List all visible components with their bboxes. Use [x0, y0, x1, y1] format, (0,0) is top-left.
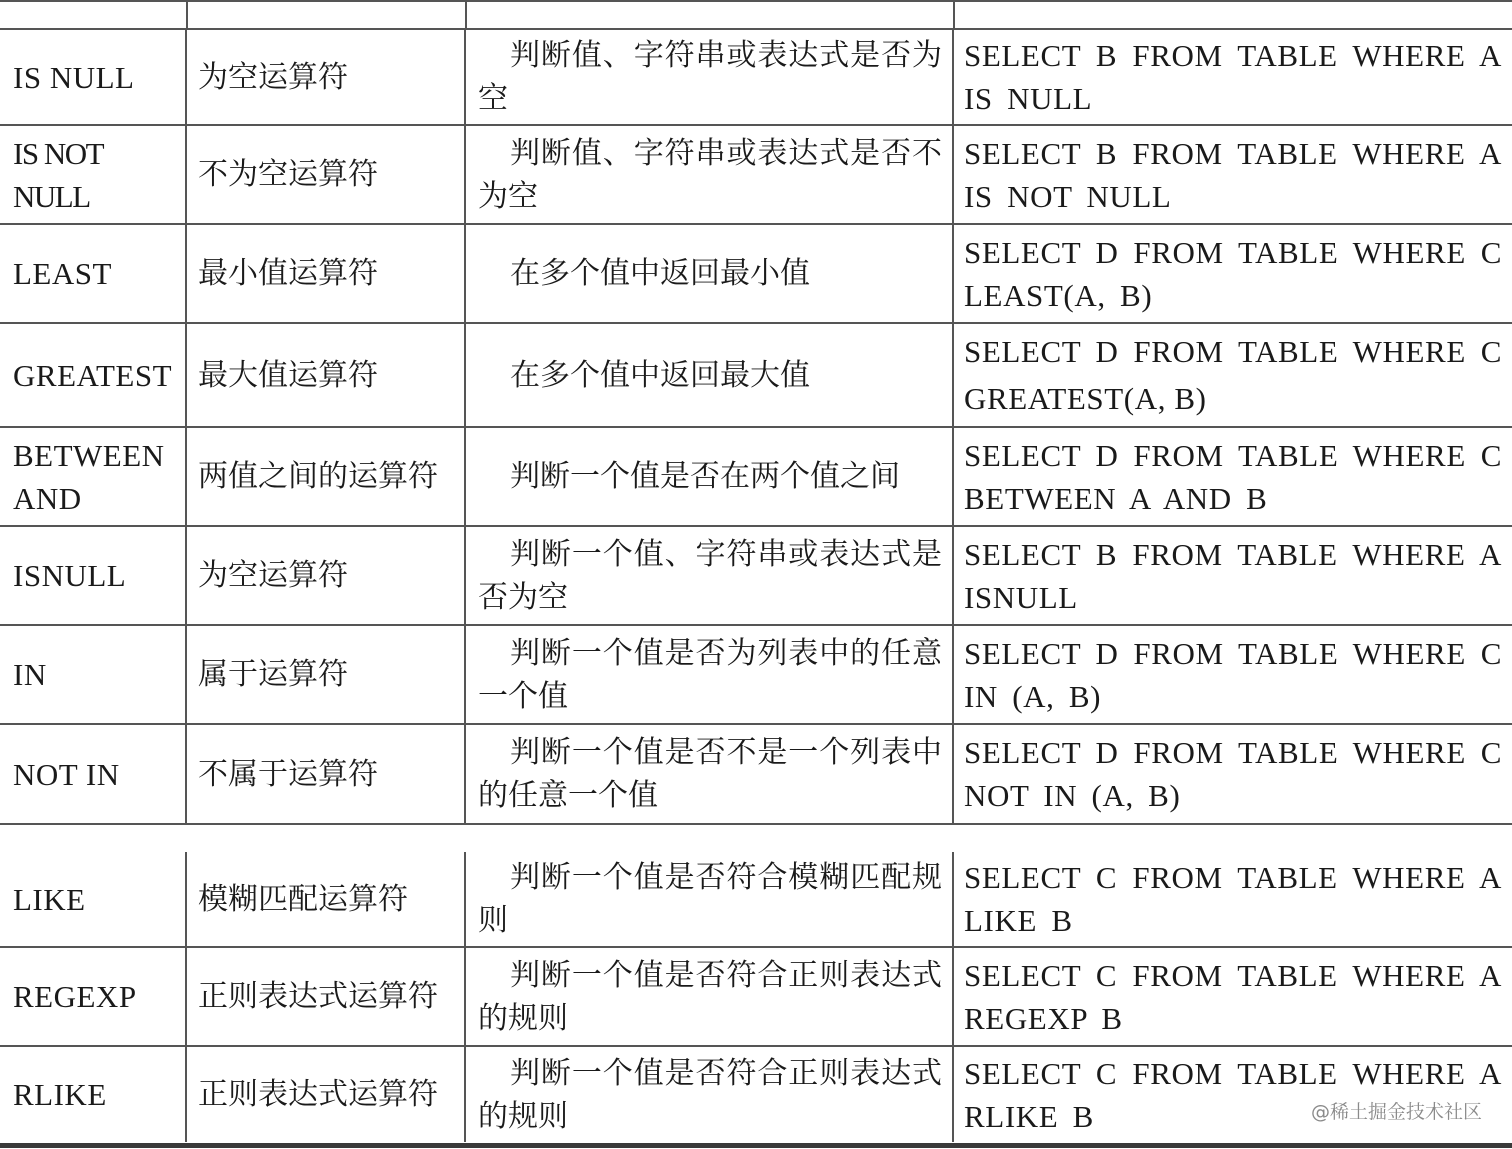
- bottom-border: [0, 1143, 1512, 1148]
- description-cell: 在多个值中返回最小值: [465, 224, 953, 323]
- operator-name-cell: 不为空运算符: [186, 125, 465, 224]
- description-cell: 判断一个值是否在两个值之间: [465, 427, 953, 526]
- top-column-divider: [465, 0, 467, 28]
- top-column-divider: [186, 0, 188, 28]
- top-column-divider: [953, 0, 955, 28]
- operator-cell: NOT IN: [0, 724, 186, 824]
- operator-cell: IS NOT NULL: [0, 125, 186, 224]
- top-border: [0, 0, 1512, 2]
- description-cell: 判断值、字符串或表达式是否为空: [465, 29, 953, 125]
- table-row: [0, 125, 1512, 224]
- operator-name-cell: 不属于运算符: [186, 724, 465, 824]
- description-cell: 判断一个值是否为列表中的任意一个值: [465, 625, 953, 724]
- example-cell: SELECT B FROM TABLE WHERE A IS NOT NULL: [953, 125, 1512, 224]
- operator-cell: RLIKE: [0, 1046, 186, 1142]
- table-row: [0, 427, 1512, 526]
- operator-cell: BETWEEN AND: [0, 427, 186, 526]
- example-cell: SELECT D FROM TABLE WHERE C GREATEST(A, B): [953, 323, 1512, 427]
- operator-name-cell: 正则表达式运算符: [186, 1046, 465, 1142]
- description-cell: 判断一个值是否符合模糊匹配规则: [465, 852, 953, 947]
- table-row: [0, 947, 1512, 1046]
- example-cell: SELECT B FROM TABLE WHERE A ISNULL: [953, 526, 1512, 625]
- operator-name-cell: 正则表达式运算符: [186, 947, 465, 1046]
- table-row: [0, 625, 1512, 724]
- table-row: [0, 323, 1512, 427]
- example-cell: SELECT D FROM TABLE WHERE C NOT IN (A, B): [953, 724, 1512, 824]
- table-row: [0, 224, 1512, 323]
- example-cell: SELECT D FROM TABLE WHERE C IN (A, B): [953, 625, 1512, 724]
- table-row: [0, 29, 1512, 125]
- description-cell: 判断值、字符串或表达式是否不为空: [465, 125, 953, 224]
- operator-name-cell: 最小值运算符: [186, 224, 465, 323]
- table-row: [0, 724, 1512, 824]
- operator-cell: ISNULL: [0, 526, 186, 625]
- example-cell: SELECT C FROM TABLE WHERE A REGEXP B: [953, 947, 1512, 1046]
- example-cell: SELECT D FROM TABLE WHERE C BETWEEN A AND B: [953, 427, 1512, 526]
- description-cell: 判断一个值是否符合正则表达式的规则: [465, 947, 953, 1046]
- operator-table-part-2: [0, 852, 1512, 1142]
- operator-cell: IS NULL: [0, 29, 186, 125]
- operator-name-cell: 最大值运算符: [186, 323, 465, 427]
- table-row: [0, 526, 1512, 625]
- operator-name-cell: 两值之间的运算符: [186, 427, 465, 526]
- description-cell: 在多个值中返回最大值: [465, 323, 953, 427]
- description-cell: 判断一个值是否不是一个列表中的任意一个值: [465, 724, 953, 824]
- operator-name-cell: 为空运算符: [186, 29, 465, 125]
- description-cell: 判断一个值、字符串或表达式是否为空: [465, 526, 953, 625]
- description-cell: 判断一个值是否符合正则表达式的规则: [465, 1046, 953, 1142]
- operator-name-cell: 属于运算符: [186, 625, 465, 724]
- operator-cell: LIKE: [0, 852, 186, 947]
- operator-table-part-1: [0, 28, 1512, 825]
- operator-name-cell: 模糊匹配运算符: [186, 852, 465, 947]
- operator-cell: IN: [0, 625, 186, 724]
- table-row: [0, 852, 1512, 947]
- example-cell: SELECT C FROM TABLE WHERE A RLIKE B: [953, 1046, 1512, 1142]
- operator-cell: LEAST: [0, 224, 186, 323]
- example-cell: SELECT D FROM TABLE WHERE C LEAST(A, B): [953, 224, 1512, 323]
- example-cell: SELECT C FROM TABLE WHERE A LIKE B: [953, 852, 1512, 947]
- example-cell: SELECT B FROM TABLE WHERE A IS NULL: [953, 29, 1512, 125]
- operator-cell: GREATEST: [0, 323, 186, 427]
- operator-name-cell: 为空运算符: [186, 526, 465, 625]
- watermark: @稀土掘金技术社区: [1309, 1097, 1484, 1124]
- operator-cell: REGEXP: [0, 947, 186, 1046]
- table-row: [0, 1046, 1512, 1142]
